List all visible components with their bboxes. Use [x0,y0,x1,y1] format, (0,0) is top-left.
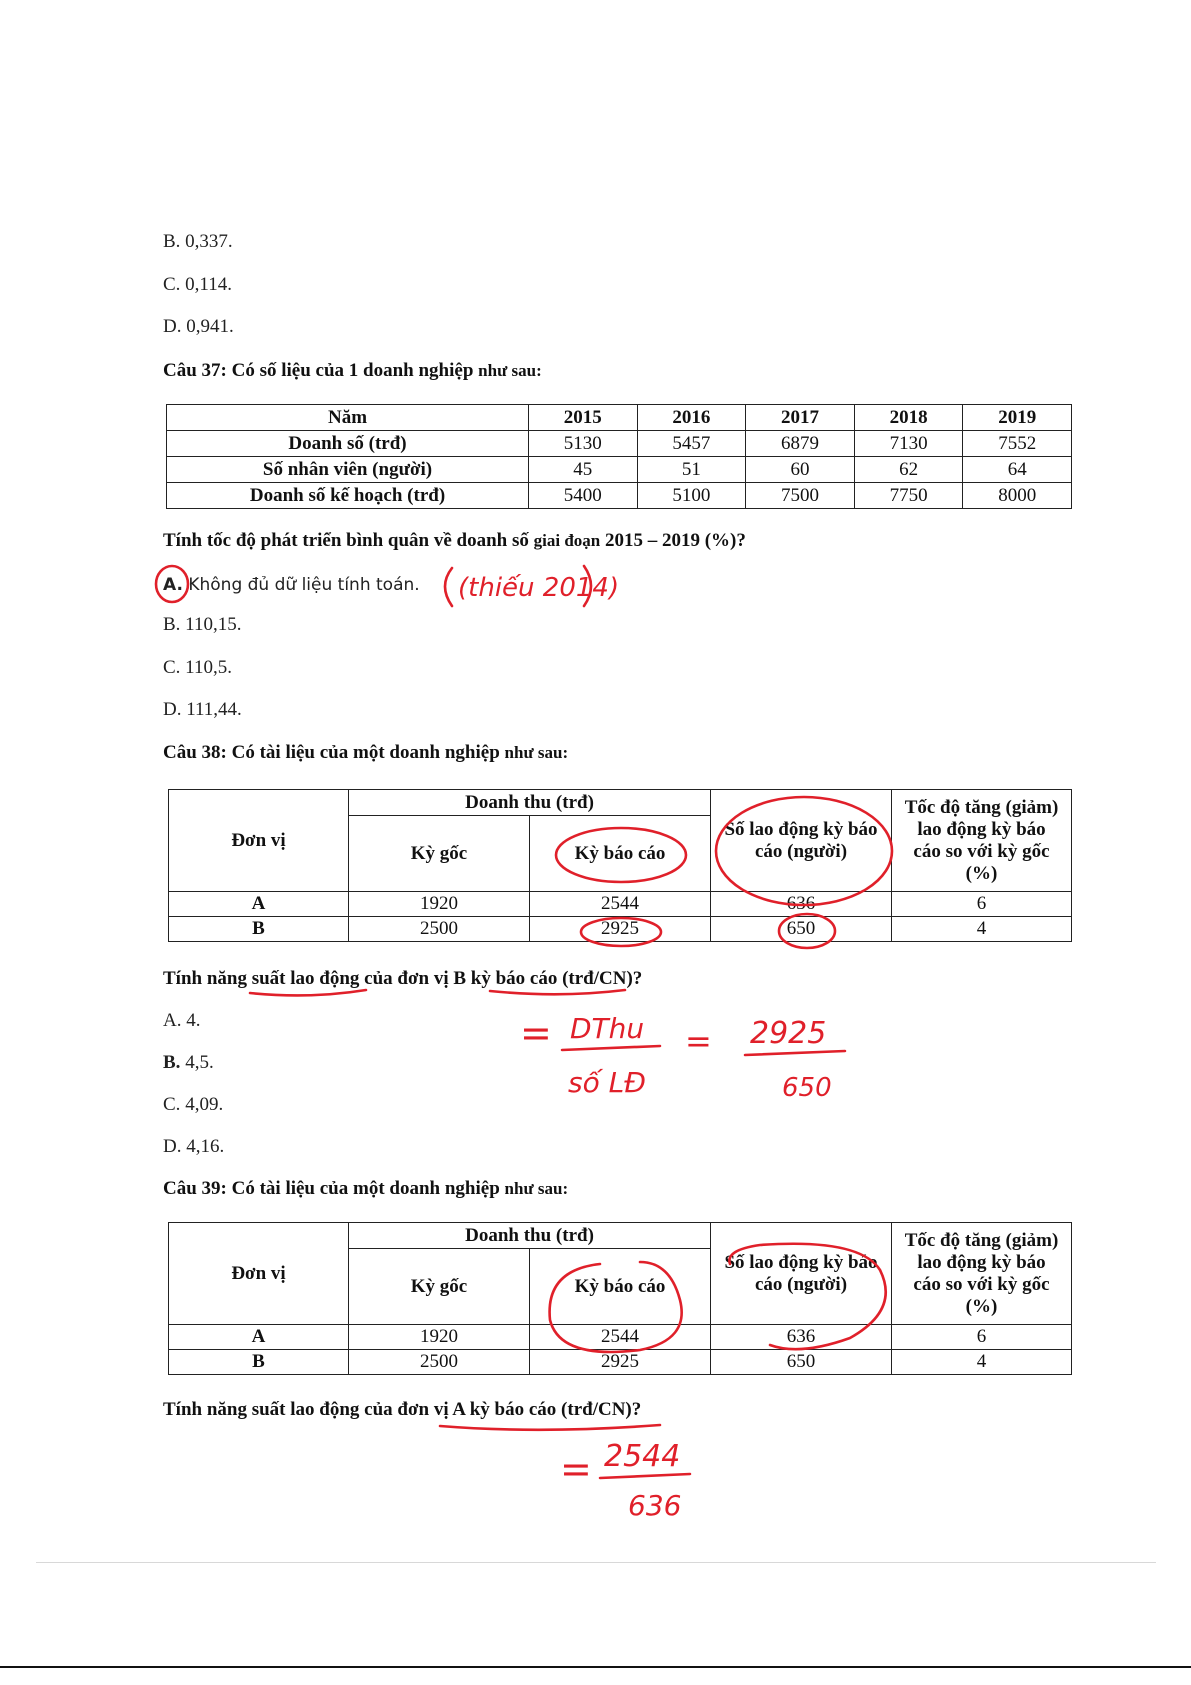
highlight-circle [729,1244,885,1349]
table-cell: 5457 [637,431,746,457]
table-cell: 7500 [746,483,855,509]
question-38-title-suffix: như sau: [504,743,569,762]
highlight-circle [581,918,661,946]
header-labor: Số lao động kỳ báo cáo (người) [711,790,892,892]
table-cell: 5100 [637,483,746,509]
underline [440,1425,660,1430]
work-numerator-value: 2925 [750,1016,827,1051]
table-cell: 2544 [530,892,711,917]
option-c-value: 4,09. [185,1094,224,1115]
table-cell: 51 [637,457,746,483]
option-b-letter: B. [163,1052,181,1073]
header-cell: 2019 [963,405,1072,431]
row-label: A [169,1325,349,1350]
header-unit: Đơn vị [169,1223,349,1325]
handwritten-note: (thiếu 2014) [458,573,620,603]
eq-sign: = [685,1022,712,1060]
work-denominator: số LĐ [568,1066,646,1099]
fraction-bar [562,1046,660,1050]
row-label: Doanh số (trđ) [167,431,529,457]
table-cell: 45 [529,457,638,483]
row-label: B [169,1350,349,1375]
header-cell: 2017 [746,405,855,431]
question-39-prompt: Tính năng suất lao động của đơn vị A kỳ báo cáo (trđ/CN)? [163,1399,642,1420]
table-cell: 636 [711,892,892,917]
table-cell: 6879 [746,431,855,457]
answer-circle [156,566,188,602]
table-cell: 62 [854,457,963,483]
table-cell: 2500 [349,1350,530,1375]
header-cell: 2015 [529,405,638,431]
table-cell: 7552 [963,431,1072,457]
table-cell: 2500 [349,917,530,942]
table-cell: 8000 [963,483,1072,509]
table-cell: 5400 [529,483,638,509]
table-cell: 5130 [529,431,638,457]
table-cell: 60 [746,457,855,483]
option-d: D. 0,941. [163,316,234,337]
prompt-end: 2015 – 2019 (%)? [604,530,746,551]
work-denominator: 636 [628,1489,682,1522]
header-report: Kỳ báo cáo [530,1249,711,1325]
work-numerator: 2544 [604,1439,681,1474]
option-c: C. 0,114. [163,274,232,295]
header-base: Kỳ gốc [349,1249,530,1325]
option-d-letter: D. [163,1136,182,1157]
question-39-title-suffix: như sau: [504,1179,569,1198]
work-numerator: DThu [570,1012,645,1045]
question-38-prompt: Tính năng suất lao động của đơn vị B kỳ báo cáo (trđ/CN)? [163,968,643,989]
page-divider [36,1562,1156,1563]
eq-sign: = [560,1447,592,1491]
question-37-title-suffix: như sau: [478,361,542,380]
option-b-value: 4,5. [185,1052,214,1073]
prompt-mid: giai đoạn [533,531,601,550]
table-cell: 650 [711,1350,892,1375]
option-c: C. 110,5. [163,657,232,678]
question-37-title-text: Câu 37: Có số liệu của 1 doanh nghiệp [163,360,474,381]
table-cell: 2544 [530,1325,711,1350]
table-cell: 650 [711,917,892,942]
table-cell: 6 [892,892,1072,917]
fraction-bar [745,1051,845,1055]
header-report: Kỳ báo cáo [530,816,711,892]
table-cell: 7750 [854,483,963,509]
question-39-title-text: Câu 39: Có tài liệu của một doanh nghiệp [163,1178,500,1199]
underline [250,990,366,995]
highlight-circle [556,828,686,882]
highlight-circle [716,797,892,905]
header-unit: Đơn vị [169,790,349,892]
option-a-letter: A. [163,575,183,595]
fraction-bar [600,1474,690,1478]
header-base: Kỳ gốc [349,816,530,892]
option-a-letter: A. [163,1010,182,1031]
header-growth: Tốc độ tăng (giảm) lao động kỳ báo cáo so với kỳ gốc (%) [892,1223,1072,1325]
header-cell: Năm [167,405,529,431]
header-growth: Tốc độ tăng (giảm) lao động kỳ báo cáo so với kỳ gốc (%) [892,790,1072,892]
work-denominator-value: 650 [782,1073,832,1103]
header-revenue: Doanh thu (trđ) [349,790,711,816]
table-cell: 636 [711,1325,892,1350]
table-cell: 4 [892,1350,1072,1375]
row-label: B [169,917,349,942]
row-label: Số nhân viên (người) [167,457,529,483]
header-cell: 2016 [637,405,746,431]
option-a-value: 4. [186,1010,201,1031]
highlight-circle [550,1262,682,1352]
table-cell: 6 [892,1325,1072,1350]
header-revenue: Doanh thu (trđ) [349,1223,711,1249]
row-label: A [169,892,349,917]
table-cell: 1920 [349,892,530,917]
option-b: B. 110,15. [163,614,242,635]
bottom-border [0,1666,1191,1668]
highlight-circle [779,914,835,948]
table-cell: 7130 [854,431,963,457]
underline [490,990,625,994]
table-cell: 4 [892,917,1072,942]
table-cell: 2925 [530,1350,711,1375]
paren-open [445,568,452,606]
prompt-text: Tính tốc độ phát triển bình quân về doanh số [163,530,529,551]
option-b: B. 0,337. [163,231,233,252]
table-cell: 2925 [530,917,711,942]
header-cell: 2018 [854,405,963,431]
row-label: Doanh số kế hoạch (trđ) [167,483,529,509]
eq-sign: = [520,1011,552,1055]
option-d: D. 111,44. [163,699,242,720]
table-cell: 1920 [349,1325,530,1350]
option-c-letter: C. [163,1094,181,1115]
question-38-title-text: Câu 38: Có tài liệu của một doanh nghiệp [163,742,500,763]
option-a-text: Không đủ dữ liệu tính toán. [188,575,420,595]
header-labor: Số lao động kỳ báo cáo (người) [711,1223,892,1325]
option-d-value: 4,16. [186,1136,225,1157]
table-cell: 64 [963,457,1072,483]
